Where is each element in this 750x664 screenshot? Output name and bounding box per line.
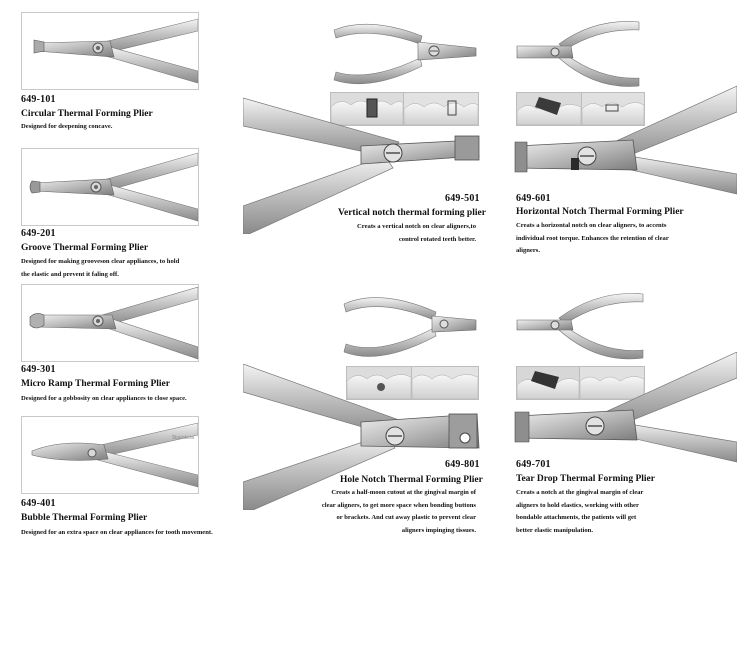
product-title: Horizontal Notch Thermal Forming Plier [516, 207, 684, 217]
plier-small-image-649-801 [340, 286, 480, 362]
plier-image-649-101 [21, 12, 199, 90]
product-title: Micro Ramp Thermal Forming Plier [21, 379, 170, 389]
plier-small-image-649-601 [515, 14, 641, 90]
product-title: Hole Notch Thermal Forming Plier [340, 475, 483, 485]
product-description [300, 487, 476, 537]
description-line: aligners to hold elastics, working with other [516, 501, 639, 509]
product-code: 649-801 [445, 459, 480, 470]
product-title: Bubble Thermal Forming Plier [21, 513, 148, 523]
plier-image-649-301 [21, 284, 199, 362]
product-code: 649-501 [445, 193, 480, 204]
product-code: 649-201 [21, 228, 56, 239]
description-line: aligners. [516, 247, 540, 254]
plier-large-image-649-701 [513, 352, 737, 468]
svg-text:Stainless: Stainless [172, 435, 195, 441]
description-line: better elastic manipulation. [516, 526, 593, 534]
plier-small-image-649-701 [515, 286, 645, 362]
description-line: or brackets. And cut away plastic to prevent clear [336, 514, 476, 521]
description-line: Designed for an extra space on clear appliances for tooth movement. [21, 529, 213, 536]
product-description [350, 221, 476, 246]
product-code: 649-101 [21, 94, 56, 105]
description-line: the elastic and prevent it faling off. [21, 270, 119, 278]
plier-large-image-649-601 [513, 84, 737, 200]
description-line: Designed for deepening concave. [21, 123, 113, 130]
description-line: Creats a horizontal notch on clear aligners, to accents [516, 222, 667, 229]
product-description [21, 393, 187, 406]
description-line: Creats a notch at the gingival margin of clear [516, 489, 644, 496]
product-code: 649-701 [516, 459, 551, 470]
description-line: clear aligners, to get more space when bonding buttons [321, 501, 476, 509]
product-description [21, 121, 112, 134]
product-title: Circular Thermal Forming Plier [21, 109, 153, 119]
plier-small-image-649-501 [330, 14, 480, 90]
product-title: Vertical notch thermal forming plier [338, 208, 486, 218]
description-line: Designed for making grooveson clear appliances, to hold [21, 258, 180, 265]
product-description [516, 220, 706, 258]
product-code: 649-601 [516, 193, 551, 204]
description-line: Designed for a gobbosity on clear appliances to close space. [21, 395, 187, 402]
product-description [21, 527, 213, 540]
description-line: Creats a vertical notch on clear aligners,to [357, 223, 476, 230]
product-description [516, 487, 706, 537]
description-line: aligners impinging tissues. [401, 526, 476, 534]
description-line: bondable attachments, the patients will get [516, 514, 637, 521]
description-line: Creats a half-moon cutout at the gingival margin of [331, 489, 476, 496]
product-title: Groove Thermal Forming Plier [21, 243, 149, 253]
description-line: control rotated teeth better. [398, 235, 476, 243]
plier-image-649-401 [21, 416, 199, 494]
product-title: Tear Drop Thermal Forming Plier [516, 474, 655, 484]
product-description [21, 256, 179, 281]
description-line: individual root torque. Enhances the retention of clear [516, 234, 669, 242]
product-code: 649-301 [21, 364, 56, 375]
product-code: 649-401 [21, 498, 56, 509]
plier-image-649-201 [21, 148, 199, 226]
